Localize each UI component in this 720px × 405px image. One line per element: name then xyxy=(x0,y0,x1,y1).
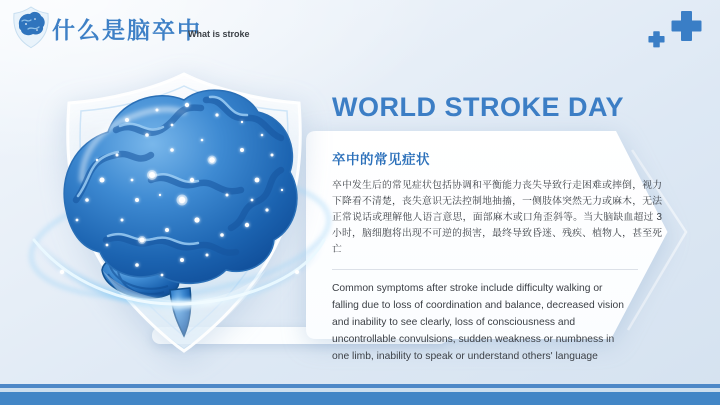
page-subtitle: What is stroke xyxy=(188,29,250,39)
symptoms-panel xyxy=(332,148,664,365)
main-title: WORLD STROKE DAY xyxy=(332,92,625,122)
panel-body-english: Common symptoms after stroke include difficulty walking or falling due to loss of coordination and balance, decreased vision and inability to see clearly, loss of consciousness and uncontrollable convulsions, sudden weakness or numbness in one limb, inability to speak or understand others' language xyxy=(332,283,624,362)
bottom-bar xyxy=(0,392,720,405)
panel-divider xyxy=(332,269,638,270)
medical-cross-icon xyxy=(649,32,664,47)
brain-shield-icon xyxy=(11,5,51,51)
medical-cross-icon xyxy=(673,12,701,40)
brain-in-shield-illustration xyxy=(42,60,322,360)
medical-cross-icons xyxy=(634,4,712,60)
panel-heading: 卒中的常见症状 xyxy=(332,152,430,167)
panel-body-chinese: 卒中发生后的常见症状包括协调和平衡能力丧失导致行走困难或摔倒，视力下降看不清楚，丧失意识无法控制地抽搐，一侧肢体突然无力或麻木，无法正常说话或理解他人语言意思，面部麻木或口角歪斜等。当大脑缺血超过 3 小时，脑细胞将出现不可逆的损害，最终导致昏迷、残疾、植物人，甚至死亡 xyxy=(332,180,662,255)
page-title: 什么是脑卒中 xyxy=(52,17,202,43)
